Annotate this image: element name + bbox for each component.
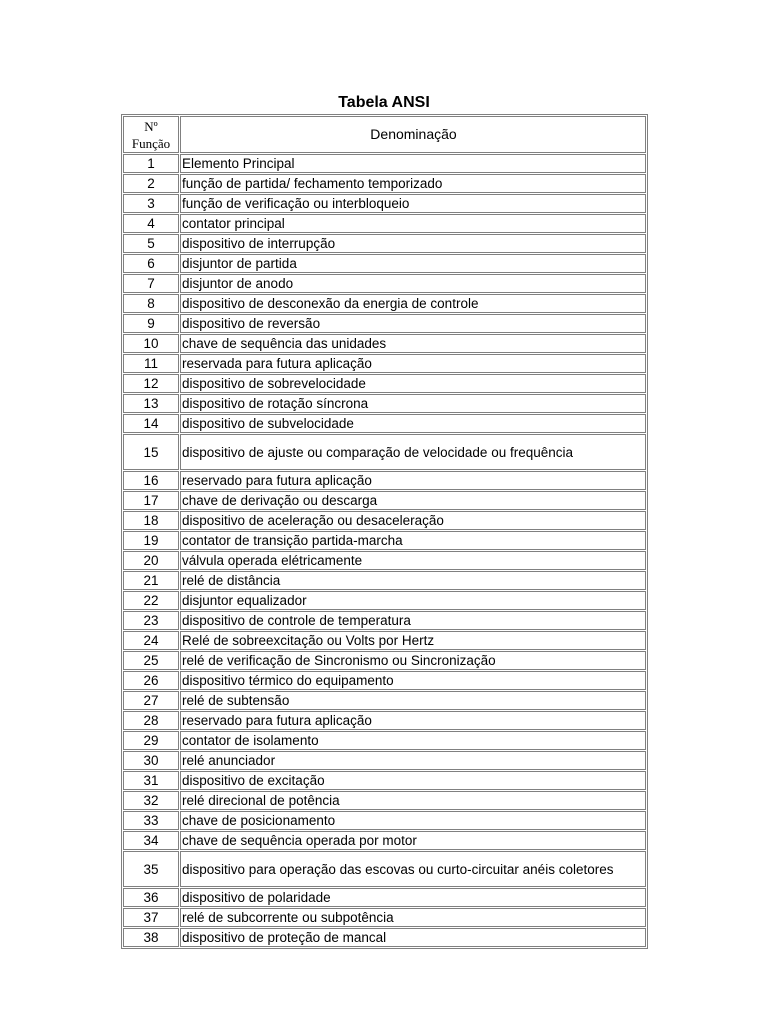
table-row <box>123 631 646 650</box>
table-row <box>123 394 646 413</box>
table-row <box>123 254 646 273</box>
page-title: Tabela ANSI <box>338 94 430 111</box>
denomination-cell: chave de sequência das unidades <box>180 334 646 353</box>
function-number-cell: 32 <box>123 791 179 810</box>
function-number-cell: 7 <box>123 274 179 293</box>
denomination-cell: dispositivo de polaridade <box>180 888 646 907</box>
function-number-cell: 38 <box>123 928 179 947</box>
denomination-cell: relé de distância <box>180 571 646 590</box>
denomination-cell: contator de isolamento <box>180 731 646 750</box>
function-number-cell: 14 <box>123 414 179 433</box>
table-row <box>123 791 646 810</box>
denomination-cell: relé direcional de potência <box>180 791 646 810</box>
denomination-cell: relé anunciador <box>180 751 646 770</box>
function-number-cell: 4 <box>123 214 179 233</box>
denomination-cell: função de partida/ fechamento temporizado <box>180 174 646 193</box>
function-number-cell: 36 <box>123 888 179 907</box>
denomination-cell: dispositivo de proteção de mancal <box>180 928 646 947</box>
table-row <box>123 831 646 850</box>
denomination-cell: dispositivo de reversão <box>180 314 646 333</box>
function-number-cell: 13 <box>123 394 179 413</box>
ansi-table <box>121 114 648 949</box>
table-body <box>123 154 646 947</box>
function-number-cell: 29 <box>123 731 179 750</box>
function-number-header-line1: Nº <box>144 118 158 134</box>
table-row <box>123 434 646 470</box>
table-row <box>123 731 646 750</box>
function-number-cell: 6 <box>123 254 179 273</box>
table-row <box>123 908 646 927</box>
table-row <box>123 571 646 590</box>
denomination-cell: dispositivo de sobrevelocidade <box>180 374 646 393</box>
table-row <box>123 651 646 670</box>
function-number-cell: 35 <box>123 851 179 887</box>
denomination-cell: dispositivo de ajuste ou comparação de velocidade ou frequência <box>180 434 646 470</box>
denomination-cell: dispositivo para operação das escovas ou curto-circuitar anéis coletores <box>180 851 646 887</box>
denomination-cell: dispositivo de subvelocidade <box>180 414 646 433</box>
table-row <box>123 811 646 830</box>
denomination-header: Denominação <box>180 116 646 153</box>
function-number-cell: 18 <box>123 511 179 530</box>
denomination-cell: chave de sequência operada por motor <box>180 831 646 850</box>
denomination-cell: dispositivo de excitação <box>180 771 646 790</box>
table-row <box>123 531 646 550</box>
denomination-cell: dispositivo de controle de temperatura <box>180 611 646 630</box>
table-row <box>123 691 646 710</box>
function-number-cell: 17 <box>123 491 179 510</box>
denomination-cell: contator principal <box>180 214 646 233</box>
function-number-cell: 19 <box>123 531 179 550</box>
table-row <box>123 851 646 887</box>
table-row <box>123 414 646 433</box>
table-row <box>123 174 646 193</box>
function-number-cell: 1 <box>123 154 179 173</box>
denomination-cell: disjuntor de anodo <box>180 274 646 293</box>
table-row <box>123 334 646 353</box>
table-row <box>123 611 646 630</box>
table-row <box>123 314 646 333</box>
denomination-cell: dispositivo de rotação síncrona <box>180 394 646 413</box>
table-row <box>123 888 646 907</box>
denomination-cell: válvula operada elétricamente <box>180 551 646 570</box>
table-row <box>123 234 646 253</box>
function-number-cell: 16 <box>123 471 179 490</box>
table-header-row <box>123 116 646 153</box>
table-row <box>123 711 646 730</box>
denomination-cell: dispositivo de desconexão da energia de controle <box>180 294 646 313</box>
denomination-cell: dispositivo térmico do equipamento <box>180 671 646 690</box>
function-number-cell: 3 <box>123 194 179 213</box>
function-number-cell: 34 <box>123 831 179 850</box>
denomination-cell: Elemento Principal <box>180 154 646 173</box>
denomination-cell: relé de verificação de Sincronismo ou Sincronização <box>180 651 646 670</box>
table-row <box>123 374 646 393</box>
function-number-cell: 27 <box>123 691 179 710</box>
denomination-cell: reservado para futura aplicação <box>180 471 646 490</box>
function-number-cell: 37 <box>123 908 179 927</box>
table-row <box>123 771 646 790</box>
function-number-cell: 28 <box>123 711 179 730</box>
denomination-cell: dispositivo de interrupção <box>180 234 646 253</box>
function-number-cell: 8 <box>123 294 179 313</box>
denomination-cell: disjuntor de partida <box>180 254 646 273</box>
table-row <box>123 551 646 570</box>
denomination-cell: relé de subcorrente ou subpotência <box>180 908 646 927</box>
table-row <box>123 294 646 313</box>
function-number-cell: 31 <box>123 771 179 790</box>
denomination-cell: disjuntor equalizador <box>180 591 646 610</box>
function-number-cell: 23 <box>123 611 179 630</box>
table-row <box>123 471 646 490</box>
denomination-cell: dispositivo de aceleração ou desaceleração <box>180 511 646 530</box>
table-row <box>123 274 646 293</box>
function-number-cell: 12 <box>123 374 179 393</box>
table-row <box>123 591 646 610</box>
function-number-cell: 25 <box>123 651 179 670</box>
function-number-cell: 26 <box>123 671 179 690</box>
table-row <box>123 154 646 173</box>
denomination-cell: relé de subtensão <box>180 691 646 710</box>
function-number-cell: 21 <box>123 571 179 590</box>
denomination-cell: chave de derivação ou descarga <box>180 491 646 510</box>
function-number-cell: 22 <box>123 591 179 610</box>
function-number-cell: 30 <box>123 751 179 770</box>
denomination-cell: Relé de sobreexcitação ou Volts por Hertz <box>180 631 646 650</box>
denomination-cell: reservada para futura aplicação <box>180 354 646 373</box>
denomination-cell: função de verificação ou interbloqueio <box>180 194 646 213</box>
table-row <box>123 194 646 213</box>
function-number-cell: 5 <box>123 234 179 253</box>
function-number-cell: 9 <box>123 314 179 333</box>
function-number-cell: 10 <box>123 334 179 353</box>
function-number-cell: 2 <box>123 174 179 193</box>
function-number-cell: 33 <box>123 811 179 830</box>
table-row <box>123 928 646 947</box>
function-number-header <box>123 116 179 153</box>
table-row <box>123 214 646 233</box>
function-number-cell: 11 <box>123 354 179 373</box>
table-row <box>123 751 646 770</box>
function-number-cell: 24 <box>123 631 179 650</box>
function-number-header-line2: Função <box>131 135 171 151</box>
denomination-cell: chave de posicionamento <box>180 811 646 830</box>
denomination-cell: reservado para futura aplicação <box>180 711 646 730</box>
function-number-cell: 15 <box>123 434 179 470</box>
table-row <box>123 354 646 373</box>
table-row <box>123 491 646 510</box>
function-number-cell: 20 <box>123 551 179 570</box>
table-row <box>123 671 646 690</box>
table-row <box>123 511 646 530</box>
denomination-cell: contator de transição partida-marcha <box>180 531 646 550</box>
